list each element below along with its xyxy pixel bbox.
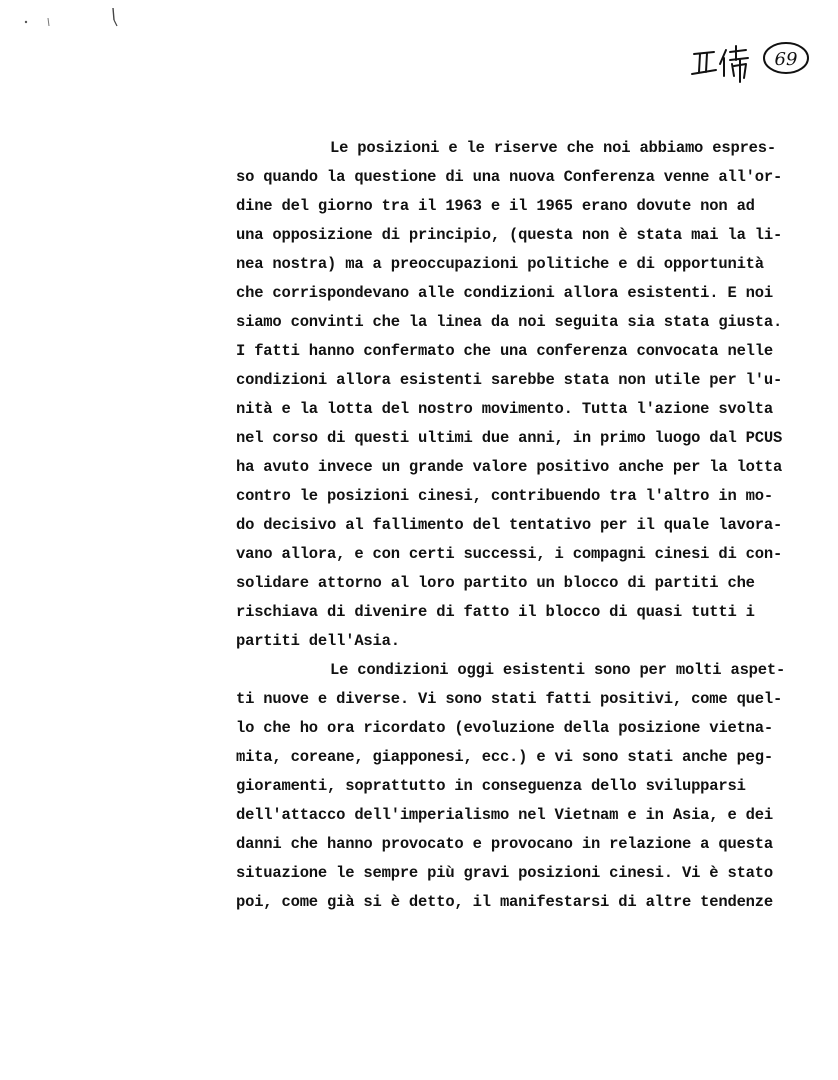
text-line: contro le posizioni cinesi, contribuendo tra l'altro in mo- xyxy=(236,487,773,505)
text-line: che corrispondevano alle condizioni allora esistenti. E noi xyxy=(236,284,773,302)
text-line: lo che ho ora ricordato (evoluzione della posizione vietna- xyxy=(236,719,773,737)
page-number-text: 69 xyxy=(774,49,798,70)
document-body xyxy=(236,134,812,917)
text-line: danni che hanno provocato e provocano in relazione a questa xyxy=(236,835,773,853)
paragraph xyxy=(236,134,812,656)
text-line: dine del giorno tra il 1963 e il 1965 erano dovute non ad xyxy=(236,197,755,215)
text-line: nel corso di questi ultimi due anni, in primo luogo dal PCUS xyxy=(236,429,783,447)
handwritten-archive-stamp xyxy=(690,38,814,86)
text-line: nità e la lotta del nostro movimento. Tutta l'azione svolta xyxy=(236,400,773,418)
paragraph xyxy=(236,656,812,917)
text-line: ti nuove e diverse. Vi sono stati fatti positivi, come quel- xyxy=(236,690,783,708)
text-line: ha avuto invece un grande valore positivo anche per la lotta xyxy=(236,458,783,476)
text-line: condizioni allora esistenti sarebbe stata non utile per l'u- xyxy=(236,371,783,389)
text-line: dell'attacco dell'imperialismo nel Vietnam e in Asia, e dei xyxy=(236,806,773,824)
text-line: nea nostra) ma a preoccupazioni politiche e di opportunità xyxy=(236,255,764,273)
text-line: I fatti hanno confermato che una conferenza convocata nelle xyxy=(236,342,773,360)
text-line: vano allora, e con certi successi, i compagni cinesi di con- xyxy=(236,545,783,563)
text-line: siamo convinti che la linea da noi seguita sia stata giusta. xyxy=(236,313,783,331)
text-line: Le posizioni e le riserve che noi abbiamo espres- xyxy=(330,139,776,157)
text-line: partiti dell'Asia. xyxy=(236,632,400,650)
text-line: gioramenti, soprattutto in conseguenza dello svilupparsi xyxy=(236,777,746,795)
text-line: so quando la questione di una nuova Conferenza venne all'or- xyxy=(236,168,783,186)
text-line: do decisivo al fallimento del tentativo per il quale lavora- xyxy=(236,516,783,534)
scan-artifact-marks xyxy=(22,6,132,36)
text-line: rischiava di divenire di fatto il blocco di quasi tutti i xyxy=(236,603,755,621)
text-line: Le condizioni oggi esistenti sono per molti aspet- xyxy=(330,661,786,679)
text-line: poi, come già si è detto, il manifestarsi di altre tendenze xyxy=(236,893,773,911)
text-line: mita, coreane, giapponesi, ecc.) e vi sono stati anche peg- xyxy=(236,748,773,766)
text-line: una opposizione di principio, (questa non è stata mai la li- xyxy=(236,226,783,244)
text-line: situazione le sempre più gravi posizioni cinesi. Vi è stato xyxy=(236,864,773,882)
text-line: solidare attorno al loro partito un blocco di partiti che xyxy=(236,574,755,592)
